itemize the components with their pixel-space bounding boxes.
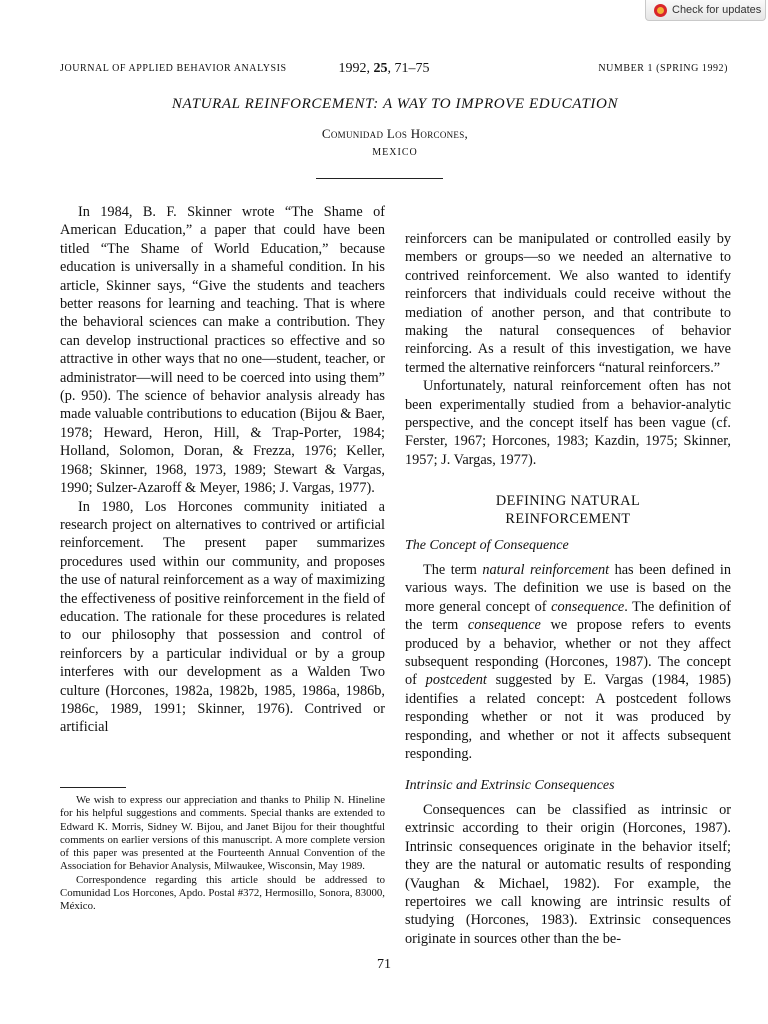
- section-heading-line-2: REINFORCEMENT: [505, 511, 631, 528]
- subheading-concept-of-consequence: The Concept of Consequence: [405, 538, 569, 553]
- right-paragraph-4: Consequences can be classified as intrinsic or extrinsic according to their origin (Horcones, 1987). Intrinsic consequences originate in the behavior itself; they are the natural or automatic results of responding (Vaughan & Michael, 1982). For example, the repertoires we call knowing are intrinsic results of studying (Horcones, 1983). Extrinsic consequences originate in sources other than the be-: [405, 802, 731, 947]
- running-head-journal: JOURNAL OF APPLIED BEHAVIOR ANALYSIS: [60, 63, 287, 74]
- article-author: Comunidad Los Horcones,: [321, 126, 469, 141]
- p3-text-2: has been defined in various ways. The definition we use is based on the more general concept of: [405, 562, 732, 615]
- left-paragraph-2: In 1980, Los Horcones community initiated a research project on alternatives to contrived or artificial reinforcement. The present paper summarizes procedures used within our community, and proposes the use of natural reinforcement as a way of maximizing the effectiveness of positive reinforcement in the field of education. The rationale for these procedures is related to our philosophy that possession and control of reinforcers by a particular individual or by a group interferes with our development as a Walden Two culture (Horcones, 1982a, 1982b, 1985, 1986a, 1986b, 1986c, 1989, 1991; Skinner, 1976). Contrived or artificial: [60, 498, 385, 736]
- article-title: NATURAL REINFORCEMENT: A WAY TO IMPROVE EDUCATION: [171, 96, 619, 112]
- crossmark-icon: [654, 4, 667, 17]
- section-heading-line-1: DEFINING NATURAL: [495, 493, 641, 509]
- p3-emphasis-natural-reinforcement: natural reinforcement: [482, 562, 610, 578]
- citation-volume: 25: [373, 61, 388, 76]
- footnotes: [60, 794, 385, 914]
- right-paragraph-3: [405, 561, 731, 763]
- page-number: 71: [377, 957, 391, 972]
- left-column: [60, 203, 385, 737]
- p3-emphasis-consequence-2: consequence: [467, 617, 541, 634]
- subheading-intrinsic-extrinsic: Intrinsic and Extrinsic Consequences: [405, 778, 615, 793]
- left-paragraph-1: In 1984, B. F. Skinner wrote “The Shame of American Education,” a paper that could have been titled “The Shame of World Education,” because education is universally in a shameful condition. In his article, Skinner says, “Give the students and teachers better reasons for learning and teaching. That is where the behavioral sciences can make a contribution. They can develop instructional practices so effective and so attractive in other ways that no one—student, teacher, or administrator—will need to be coerced into using them” (p. 950). The science of behavior analysis already has made valuable contributions to education (Bijou & Baer, 1978; Heward, Heron, Hill, & Trap-Porter, 1984; Holland, Solomon, Doran, & Frezza, 1976; Keller, 1968; Skinner, 1968, 1973, 1989; Stewart & Vargas, 1990; Sulzer-Azaroff & Meyer, 1986; J. Vargas, 1977).: [60, 204, 385, 497]
- p3-emphasis-postcedent: postcedent: [425, 672, 487, 689]
- p3-text-3: . The definition of the term: [405, 598, 732, 634]
- right-column-bottom: [405, 801, 731, 948]
- right-paragraph-1: reinforcers can be manipulated or controlled easily by members or groups—so we needed an alternative to contrived reinforcement. We also wanted to identify reinforcers that individuals could receive without the mediation of another person, and that contribute to making the natural consequences of behavior reinforcing. As a result of this investigation, we have termed the alternative reinforcers “natural reinforcers.”: [405, 231, 731, 376]
- footnote-correspondence: Correspondence regarding this article should be addressed to Comunidad Los Horcones, Apdo. Postal #372, Hermosillo, Sonora, 83000, México.: [60, 873, 385, 913]
- citation-year: 1992,: [338, 61, 374, 76]
- right-paragraph-2: Unfortunately, natural reinforcement often has not been experimentally studied from a behavior-analytic perspective, and the concept itself has been vague (cf. Ferster, 1967; Horcones, 1983; Kazdin, 1975; Skinner, 1957; J. Vargas, 1977).: [405, 378, 731, 468]
- footnote-rule: [60, 787, 126, 788]
- author-affiliation: MEXICO: [372, 147, 418, 158]
- check-for-updates-button[interactable]: [645, 0, 766, 21]
- right-column-top: [405, 230, 731, 469]
- p3-emphasis-consequence: consequence: [551, 598, 625, 615]
- section-heading: [405, 492, 731, 529]
- right-column-middle: [405, 561, 731, 763]
- title-rule: [316, 178, 443, 179]
- p3-text-4: we propose refers to events produced by a behavior, whether or not they affect subsequent responding (Horcones, 1987). The concept of: [405, 617, 731, 689]
- running-head-issue: NUMBER 1 (SPRING 1992): [598, 63, 728, 74]
- p3-text-1: The term: [423, 562, 483, 578]
- footnote-acknowledgment: We wish to express our appreciation and thanks to Philip N. Hineline for his helpful suggestions and comments. Special thanks are extended to Edward K. Morris, Sidney W. Bijou, and Janet Bijou for their thoughtful comments on earlier versions of this manuscript. A more complete version of this paper was presented at the Fourteenth Annual Convention of the Association for Behavior Analysis, Milwaukee, Wisconsin, May 1989.: [60, 794, 385, 873]
- citation-pages: , 71–75: [387, 61, 430, 76]
- check-for-updates-label: Check for updates: [672, 4, 762, 16]
- p3-text-5: suggested by E. Vargas (1984, 1985) identifies a related concept: A postcedent follows responding whether or not it was produced by responding, and whether or not it affects subsequent responding.: [405, 672, 732, 763]
